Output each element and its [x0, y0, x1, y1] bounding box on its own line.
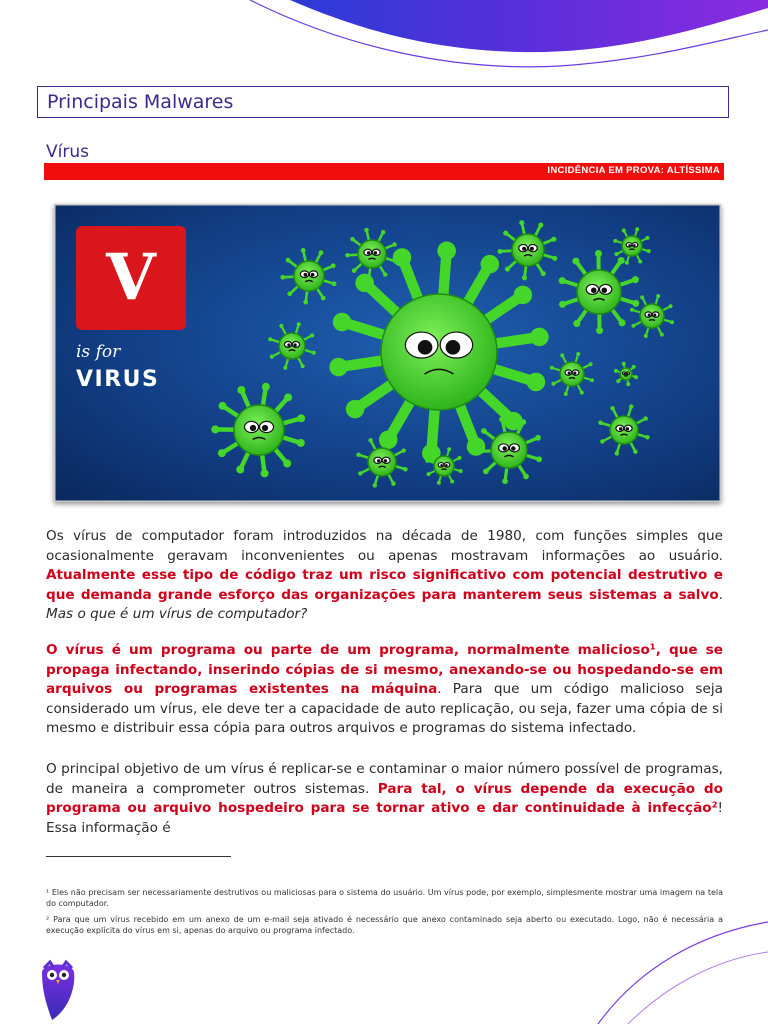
footnote-1: ¹ Eles não precisam ser necessariamente destrutivos ou maliciosas para o sistema do usuário. Um vírus pode, por exemplo, simplesmente mostrar uma imagem na tela do computador. — [46, 888, 723, 908]
paragraph-objective — [46, 760, 723, 838]
virus-illustration — [54, 204, 721, 502]
paragraph-intro — [46, 527, 723, 625]
v-letter: V — [106, 240, 156, 315]
is-for-caption: is for — [76, 342, 121, 362]
p3-tail: ! Essa informação é — [46, 800, 723, 836]
footer-wave-decoration — [568, 914, 768, 1024]
footnote-divider — [46, 856, 231, 857]
incidence-bar — [44, 163, 724, 180]
paragraph-definition — [46, 641, 723, 739]
p3-text: O principal objetivo de um vírus é replicar-se e contaminar o maior número possível de programas, de maneira a comprometer outros sistemas. — [46, 761, 723, 797]
p1-punct: . — [718, 586, 723, 603]
header-wave-decoration — [0, 0, 768, 75]
p1-text: Os vírus de computador foram introduzidos na década de 1980, com funções simples que ocasionalmente geravam inconvenientes ou apenas mostravam informações ao usuário. — [46, 528, 723, 564]
p2-highlight: O vírus é um programa ou parte de um programa, normalmente malicioso¹, que se propaga infectando, inserindo cópias de si mesmo, anexando-se ou hospedando-se em arquivos ou programas existentes na máquina — [46, 642, 723, 698]
subsection-title: Vírus — [46, 142, 89, 162]
v-letter-box — [76, 226, 186, 330]
footnote-2: ² Para que um vírus recebido em um anexo de um e-mail seja ativado é necessário que anexo contaminado seja aberto ou executado. Logo, não é necessária a execução explícita do vírus em si, apenas do arquivo ou programa infectado. — [46, 915, 723, 935]
p3-highlight: Para tal, o vírus depende da execução do programa ou arquivo hospedeiro para se tornar ativo e dar continuidade à infecção² — [46, 780, 723, 817]
section-title-box — [37, 86, 729, 118]
virus-caption: VIRUS — [76, 367, 160, 392]
section-title: Principais Malwares — [47, 91, 234, 113]
incidence-label: INCIDÊNCIA EM PROVA: ALTÍSSIMA — [547, 165, 720, 176]
p2-text: . Para que um código malicioso seja considerado um vírus, ele deve ter a capacidade de auto replicação, ou seja, fazer uma cópia de si mesmo e distribuir essa cópia para outros arquivos e programas do sistema infectado. — [46, 681, 723, 737]
p1-question: Mas o que é um vírus de computador? — [46, 606, 308, 623]
owl-logo-icon — [38, 958, 78, 1022]
p1-highlight: Atualmente esse tipo de código traz um risco significativo com potencial destrutivo e que demanda grande esforço das organizações para manterem seus sistemas a salvo — [46, 567, 723, 603]
